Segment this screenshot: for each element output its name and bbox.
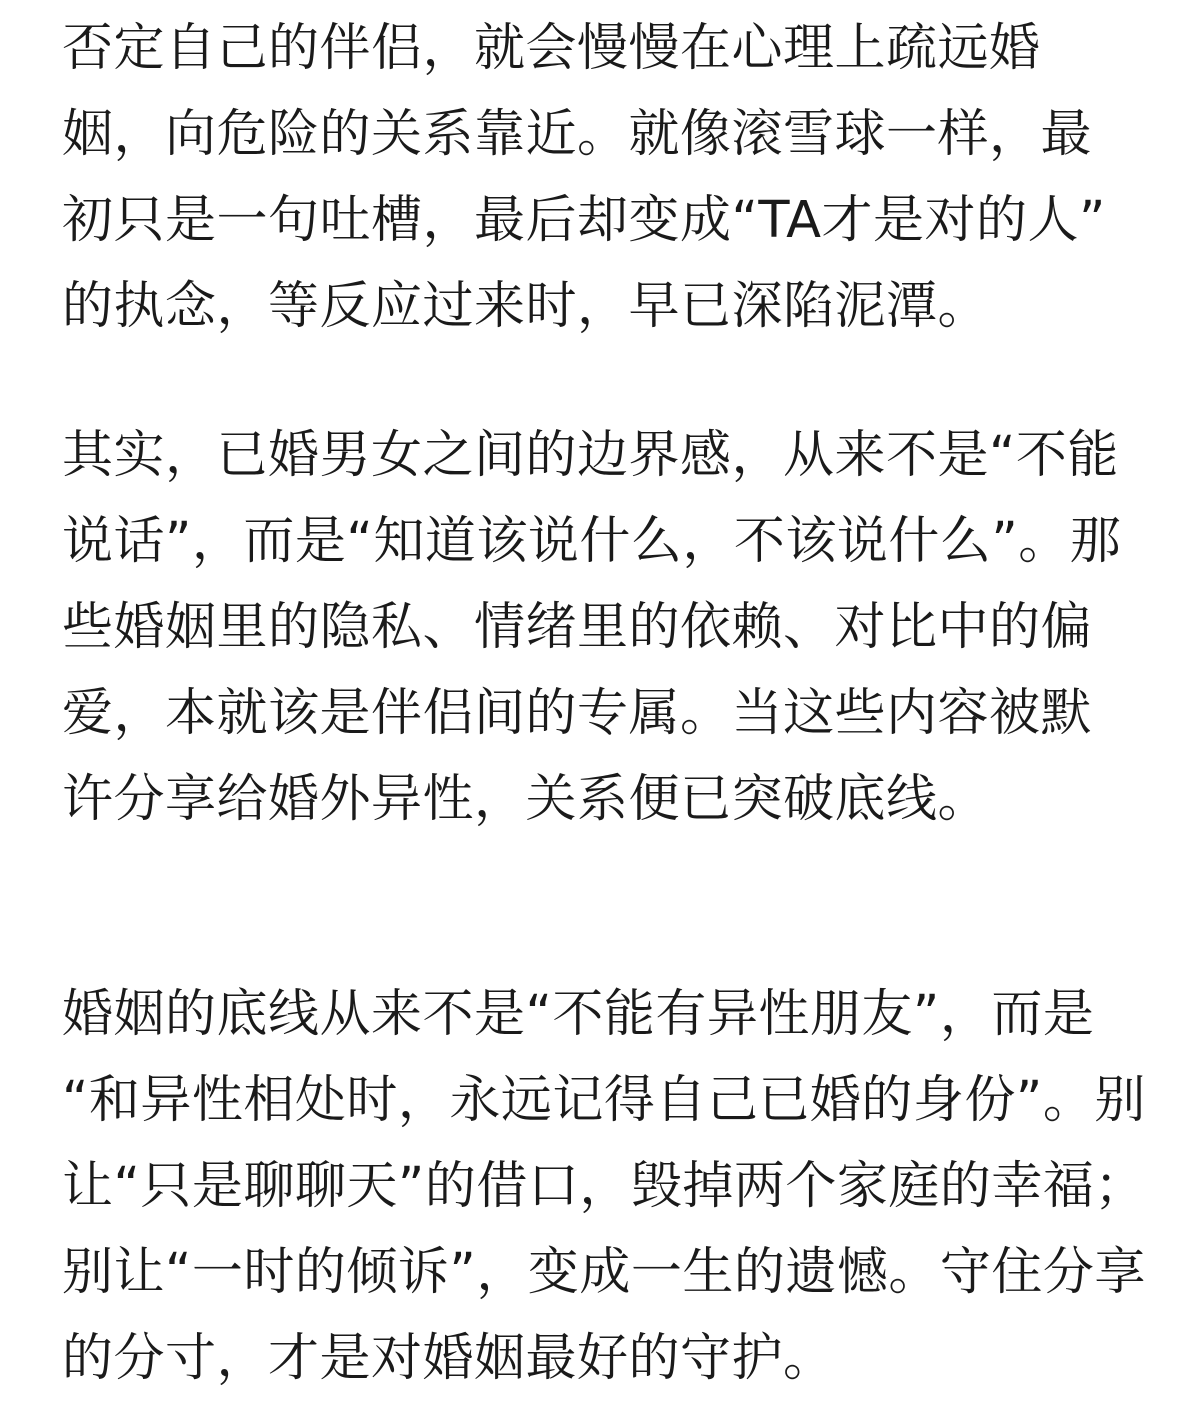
text-line: 否定自己的伴侣，就会慢慢在心理上疏远婚 <box>62 19 1041 78</box>
text-line: 别让“一时的倾诉”，变成一生的遗憾。守住分享 <box>62 1243 1146 1302</box>
text-line: 些婚姻里的隐私、情绪里的依赖、对比中的偏 <box>62 598 1093 657</box>
text-line: 的分寸，才是对婚姻最好的守护。 <box>62 1329 835 1388</box>
text-line: “和异性相处时，永远记得自己已婚的身份”。别 <box>62 1071 1146 1130</box>
text-line: 姻，向危险的关系靠近。就像滚雪球一样，最 <box>62 105 1093 164</box>
text-line: 初只是一句吐槽，最后却变成“TA才是对的人” <box>62 191 1106 250</box>
text-line: 让“只是聊聊天”的借口，毁掉两个家庭的幸福； <box>62 1157 1146 1216</box>
text-line: 其实，已婚男女之间的边界感，从来不是“不能 <box>62 426 1119 485</box>
text-line: 许分享给婚外异性，关系便已突破底线。 <box>62 770 990 829</box>
text-line: 婚姻的底线从来不是“不能有异性朋友”，而是 <box>62 985 1095 1044</box>
text-line: 爱，本就该是伴侣间的专属。当这些内容被默 <box>62 684 1093 743</box>
text-line: 说话”，而是“知道该说什么，不该说什么”。那 <box>62 512 1122 571</box>
text-line: 的执念，等反应过来时，早已深陷泥潭。 <box>62 277 990 336</box>
